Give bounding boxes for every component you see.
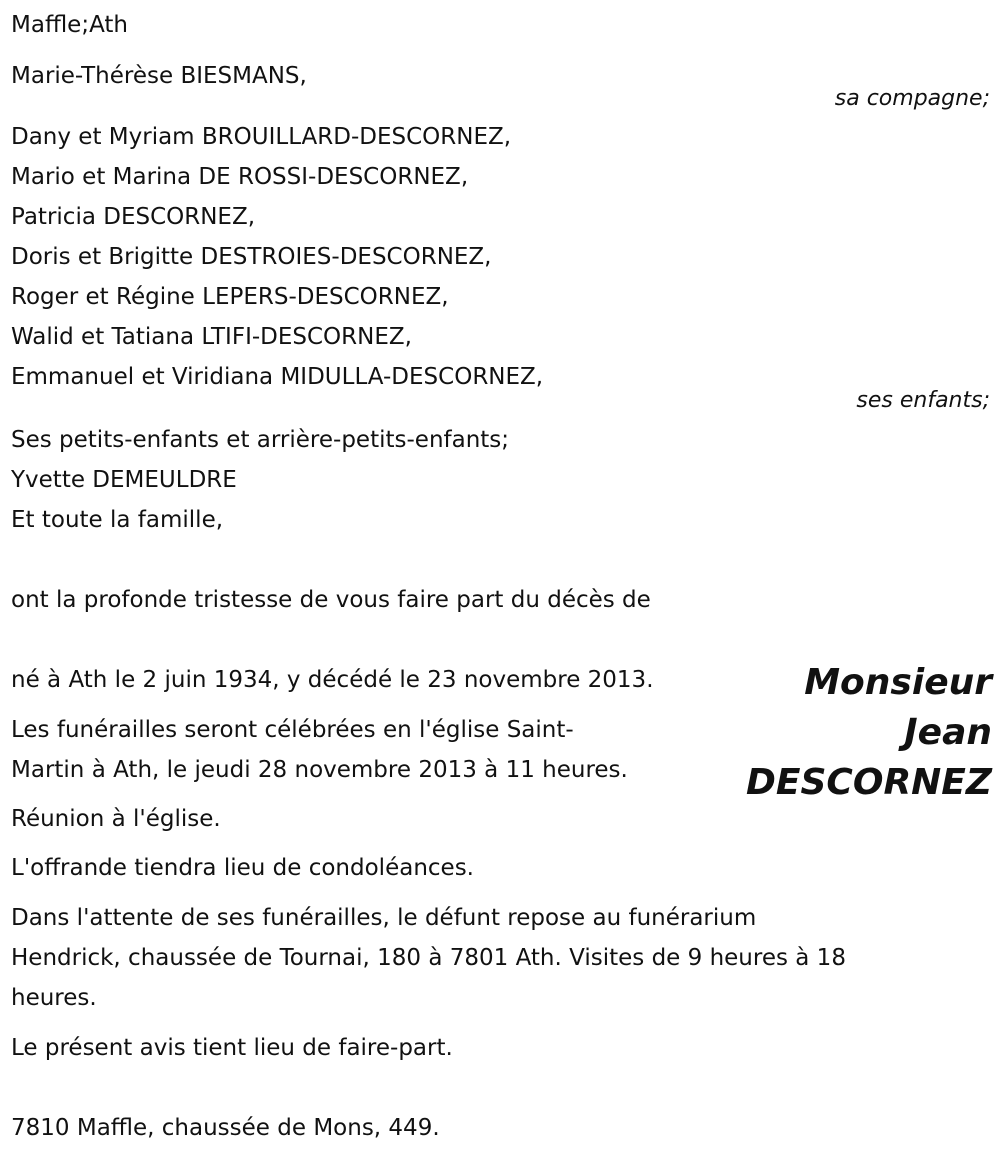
funeral-line: Les funérailles seront célébrées en l'église Saint- [11,717,574,743]
repose-line: heures. [11,985,97,1011]
child-name: Dany et Myriam BROUILLARD-DESCORNEZ, [11,124,512,150]
funeral-line: Martin à Ath, le jeudi 28 novembre 2013 à 11 heures. [11,757,628,783]
repose-line: Hendrick, chaussée de Tournai, 180 à 7801 Ath. Visites de 9 heures à 18 [11,945,846,971]
announcement-text: ont la profonde tristesse de vous faire part du décès de [11,587,651,613]
child-name: Emmanuel et Viridiana MIDULLA-DESCORNEZ, [11,364,544,390]
offering-line: L'offrande tiendra lieu de condoléances. [11,855,474,881]
deceased-first-name: Jean [904,712,992,753]
children-role: ses enfants; [856,388,990,413]
location-header: Maffle;Ath [11,12,128,38]
deceased-title: Monsieur [804,662,992,703]
deceased-name [692,658,992,808]
child-name: Doris et Brigitte DESTROIES-DESCORNEZ, [11,244,492,270]
deceased-last-name: DESCORNEZ [746,762,992,803]
companion-name: Marie-Thérèse BIESMANS, [11,63,307,89]
notice-line: Le présent avis tient lieu de faire-part. [11,1035,453,1061]
family-line: Ses petits-enfants et arrière-petits-enfants; [11,427,510,453]
family-line: Et toute la famille, [11,507,224,533]
companion-role: sa compagne; [834,86,990,111]
birth-death-line: né à Ath le 2 juin 1934, y décédé le 23 novembre 2013. [11,667,654,693]
repose-line: Dans l'attente de ses funérailles, le défunt repose au funérarium [11,905,757,931]
meeting-line: Réunion à l'église. [11,806,221,832]
child-name: Walid et Tatiana LTIFI-DESCORNEZ, [11,324,412,350]
child-name: Roger et Régine LEPERS-DESCORNEZ, [11,284,449,310]
home-address: 7810 Maffle, chaussée de Mons, 449. [11,1115,440,1141]
child-name: Mario et Marina DE ROSSI-DESCORNEZ, [11,164,469,190]
child-name: Patricia DESCORNEZ, [11,204,256,230]
family-line: Yvette DEMEULDRE [11,467,237,493]
